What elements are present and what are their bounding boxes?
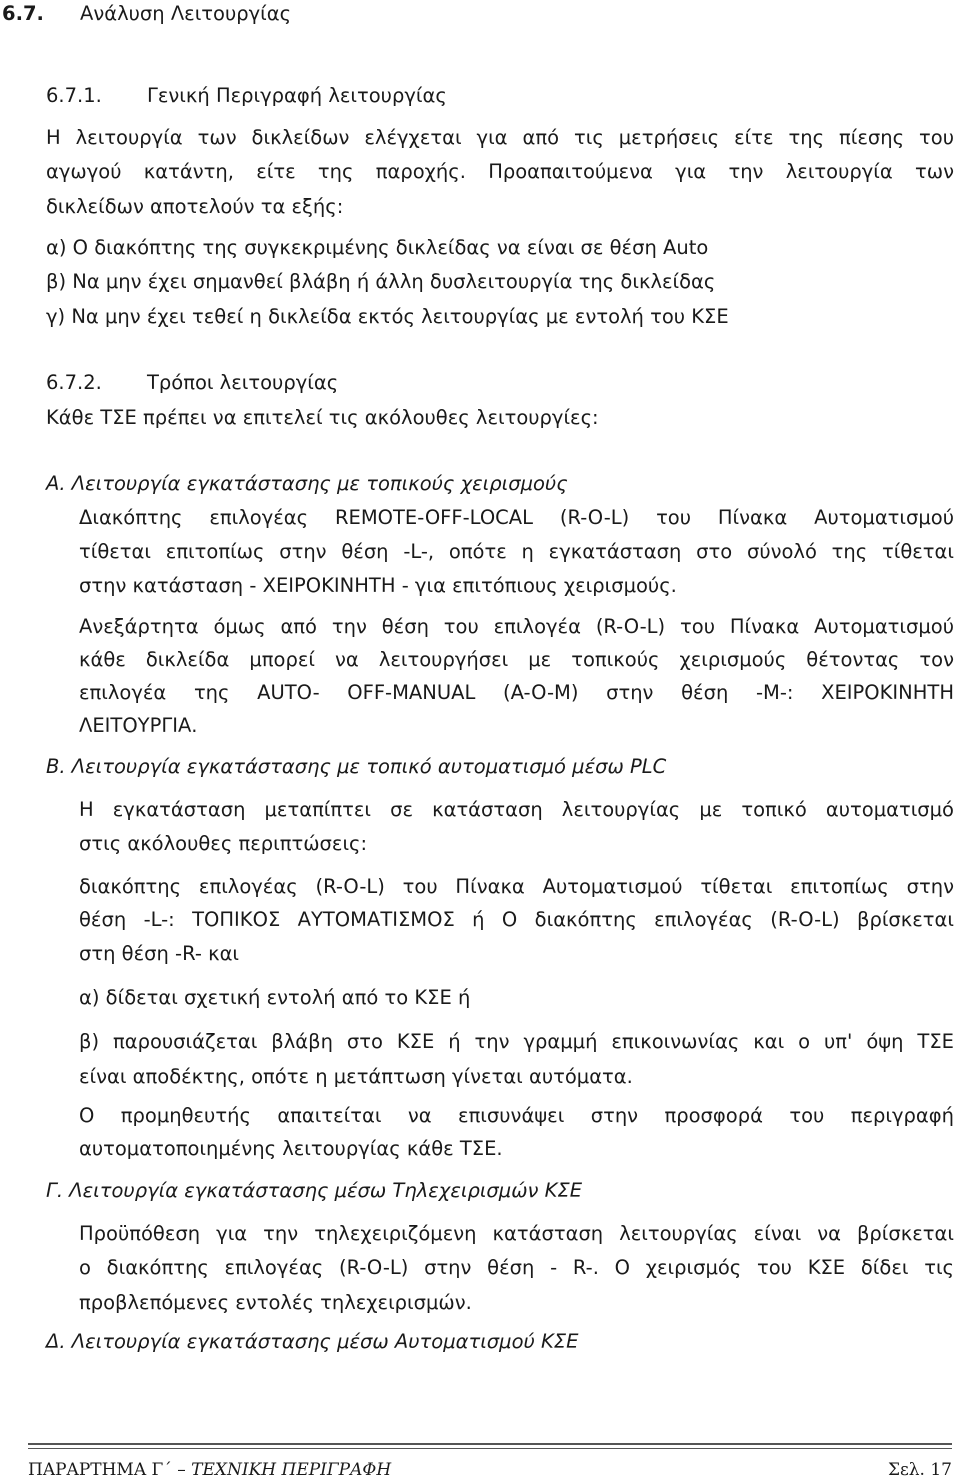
paragraph-line: Η λειτουργία των δικλείδων ελέγχεται για από τις μετρήσεις είτε της πίεσης του [46, 128, 954, 148]
condition-item: α) Ο διακόπτης της συγκεκριμένης δικλείδας να είναι σε θέση Auto [46, 236, 709, 259]
list-item: α) δίδεται σχετική εντολή από το ΚΣΕ ή [79, 986, 471, 1009]
footer-doc-title: ΤΕΧΝΙΚΗ ΠΕΡΙΓΡΑΦΗ [191, 1460, 392, 1480]
paragraph-line: Διακόπτης επιλογέας REMOTE-OFF-LOCAL (R-O-L) του Πίνακα Αυτοματισμού [79, 508, 954, 528]
footer-dash: – [177, 1460, 186, 1480]
paragraph-line: ο διακόπτης επιλογέας (R-O-L) στην θέση - R-. Ο χειρισμός του ΚΣΕ δίδει τις [79, 1258, 954, 1278]
subsection-intro: Κάθε ΤΣΕ πρέπει να επιτελεί τις ακόλουθες λειτουργίες: [46, 406, 599, 429]
mode-c-heading: Γ. Λειτουργία εγκατάστασης μέσω Τηλεχειρισμών ΚΣΕ [46, 1179, 583, 1202]
paragraph-line: κάθε δικλείδα μπορεί να λειτουργήσει με τοπικούς χειρισμούς θέτοντας τον [79, 650, 954, 670]
mode-d-heading: Δ. Λειτουργία εγκατάστασης μέσω Αυτοματισμού ΚΣΕ [46, 1330, 579, 1353]
paragraph-line: επιλογέα της AUTO- OFF-MANUAL (A-O-M) στην θέση -M-: ΧΕΙΡΟΚΙΝΗΤΗ [79, 683, 954, 703]
section-number: 6.7. [2, 2, 44, 25]
paragraph-line: Η εγκατάσταση μεταπίπτει σε κατάσταση λειτουργίας με τοπικό αυτοματισμό [79, 800, 954, 820]
paragraph-line: διακόπτης επιλογέας (R-O-L) του Πίνακα Αυτοματισμού τίθεται επιτοπίως στην [79, 877, 954, 897]
list-item: είναι αποδέκτης, οπότε η μετάπτωση γίνεται αυτόματα. [79, 1065, 633, 1088]
paragraph-line: προβλεπόμενες εντολές τηλεχειρισμών. [79, 1291, 472, 1314]
paragraph-line: δικλείδων αποτελούν τα εξής: [46, 195, 344, 218]
paragraph-line: αυτοματοποιημένης λειτουργίας κάθε ΤΣΕ. [79, 1137, 503, 1160]
paragraph-line: στη θέση -R- και [79, 942, 240, 965]
section-title: Ανάλυση Λειτουργίας [80, 2, 292, 25]
mode-b-heading: Β. Λειτουργία εγκατάστασης με τοπικό αυτοματισμό μέσω PLC [46, 755, 667, 778]
paragraph-line: Προϋπόθεση για την τηλεχειριζόμενη κατάσταση λειτουργίας είναι να βρίσκεται [79, 1224, 954, 1244]
footer-rule [28, 1443, 952, 1445]
footer-left [28, 1462, 391, 1479]
mode-a-heading: Α. Λειτουργία εγκατάστασης με τοπικούς χειρισμούς [46, 472, 568, 495]
condition-item: β) Να μην έχει σημανθεί βλάβη ή άλλη δυσλειτουργία της δικλείδας [46, 270, 716, 293]
footer-rule-thin [28, 1448, 952, 1449]
paragraph-line: στην κατάσταση - ΧΕΙΡΟΚΙΝΗΤΗ - για επιτόπιους χειρισμούς. [79, 574, 677, 597]
subsection-title: Γενική Περιγραφή λειτουργίας [147, 84, 447, 107]
paragraph-line: τίθεται επιτοπίως στην θέση -L-, οπότε η εγκατάσταση στο σύνολό της τίθεται [79, 542, 954, 562]
paragraph-line: στις ακόλουθες περιπτώσεις: [79, 832, 368, 855]
subsection-number: 6.7.2. [46, 371, 102, 394]
subsection-number: 6.7.1. [46, 84, 102, 107]
list-item: β) παρουσιάζεται βλάβη στο ΚΣΕ ή την γραμμή επικοινωνίας και ο υπ' όψη ΤΣΕ [79, 1032, 954, 1052]
condition-item: γ) Να μην έχει τεθεί η δικλείδα εκτός λειτουργίας με εντολή του ΚΣΕ [46, 305, 729, 328]
paragraph-line: αγωγού κατάντη, είτε της παροχής. Προαπαιτούμενα για την λειτουργία των [46, 162, 954, 182]
page-number: Σελ. 17 [887, 1460, 952, 1480]
paragraph-line: Ανεξάρτητα όμως από την θέση του επιλογέα (R-O-L) του Πίνακα Αυτοματισμού [79, 617, 954, 637]
paragraph-line: θέση -L-: ΤΟΠΙΚΟΣ ΑΥΤΟΜΑΤΙΣΜΟΣ ή Ο διακόπτης επιλογέας (R-O-L) βρίσκεται [79, 910, 954, 930]
subsection-title: Τρόποι λειτουργίας [147, 371, 339, 394]
paragraph-line: ΛΕΙΤΟΥΡΓΙΑ. [79, 714, 198, 737]
footer-appendix: ΠΑΡΑΡΤΗΜΑ Γ΄ [28, 1460, 172, 1480]
paragraph-line: Ο προμηθευτής απαιτείται να επισυνάψει στην προσφορά του περιγραφή [79, 1106, 954, 1126]
